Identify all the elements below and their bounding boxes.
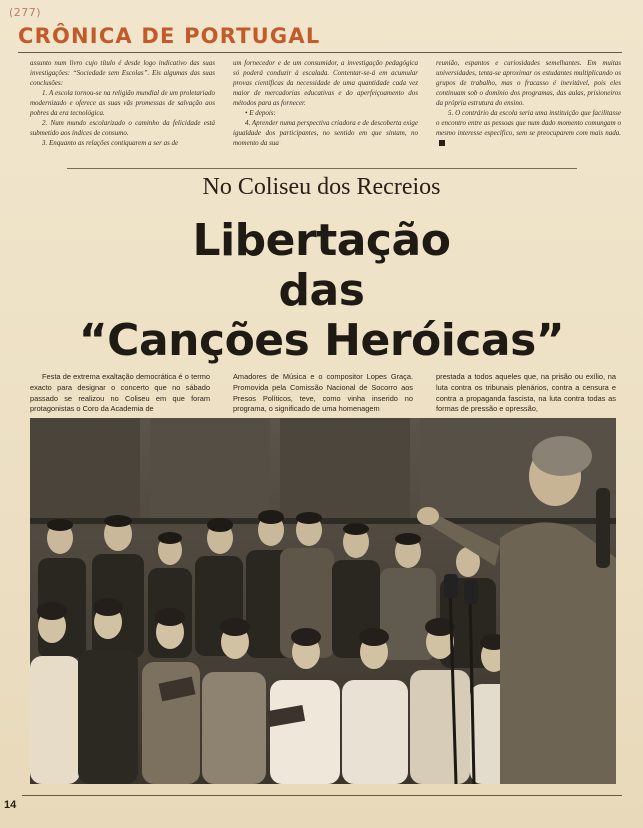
intro-paragraph: 1. A escola tornou-se na religião mundial de um proletariado modernizado e oferece as suas vãs promessas de salvação aos pobres da era tecnológica. (30, 89, 215, 117)
body-paragraph: Festa de extrema exaltação democrática é o termo exacto para designar o concerto que no sábado passado se realizou no Coliseu em que foram protagonistas o Coro da Academia de (30, 372, 210, 414)
body-column-3 (436, 372, 616, 415)
choir-photo-illustration (30, 418, 616, 784)
headline-line-2: das (278, 265, 365, 316)
body-column-2 (233, 372, 413, 415)
header-rule (18, 52, 622, 53)
intro-paragraph: • E depois: (245, 109, 276, 117)
intro-paragraph: assunto num livro cujo título é desde logo indicativo das suas investigações: “Sociedade sem Escolas”. Eis algumas das suas conclusões: (30, 59, 215, 87)
intro-paragraph: 3. Enquanto as relações contiquarem a ser as de (42, 139, 179, 147)
headline-line-1: Libertação (192, 215, 451, 266)
intro-paragraph-text: 5. O contrário da escola seria uma instituição que facilitasse o encontro entre as pessoas que num dado momento comungam o mesmo interesse específico, sem se preocuparem com mais nada. (436, 109, 621, 137)
section-title: CRÔNICA DE PORTUGAL (18, 24, 321, 48)
intro-paragraph: um fornecedor e de um consumidor, a investigação pedagógica só poderá conduzir à escalada. Contentar-se-á em acumular provas científicas da necessidade de uma quantidade cada vez maior de mercadorias educativas e do aperfeiçoamento dos métodos para as fornecer. (233, 59, 418, 107)
intro-paragraph (436, 108, 621, 148)
end-of-article-mark (439, 140, 445, 146)
intro-paragraph: reunião, espantos e curiosidades semelhantes. Em muitas universidades, tenta-se aproximar os estudantes multiplicando os grupos de trabalho, mas o fracasso é inevitável, pois eles continuam sob o domínio dos programas, das aulas, prisioneiros da própria estrutura do ensino. (436, 59, 621, 107)
intro-column-3 (436, 58, 621, 148)
choir-concert-photo (30, 418, 616, 784)
body-paragraph: prestada a todos aqueles que, na prisão ou exílio, na luta contra os tribunais plenários, contra a censura e contra a propaganda fascista, na luta contra todas as formas de pressão e opressão, (436, 372, 616, 414)
body-column-1 (30, 372, 210, 415)
headline-line-3: “Canções Heróicas” (78, 315, 565, 366)
footer-rule (22, 795, 622, 796)
article-divider (67, 168, 577, 169)
intro-column-1 (30, 58, 215, 148)
article-kicker: No Coliseu dos Recreios (202, 174, 441, 200)
handwritten-archive-number: (277) (9, 6, 42, 19)
body-paragraph: Amadores de Música e o compositor Lopes Graça. Promovida pela Comissão Nacional de Socorro aos Presos Políticos, teve, como vinha inserido no programa, o significado de uma homenagem (233, 372, 413, 414)
page-number: 14 (4, 799, 17, 811)
intro-paragraph: 4. Aprender numa perspectiva criadora e de descoberta exige igualdade dos participantes, no sentido em que sintam, no momento da sua (233, 119, 418, 147)
intro-paragraph: 2. Num mundo escolarizado o caminho da felicidade está submetido aos índices de consumo. (30, 119, 215, 137)
intro-column-2 (233, 58, 418, 148)
